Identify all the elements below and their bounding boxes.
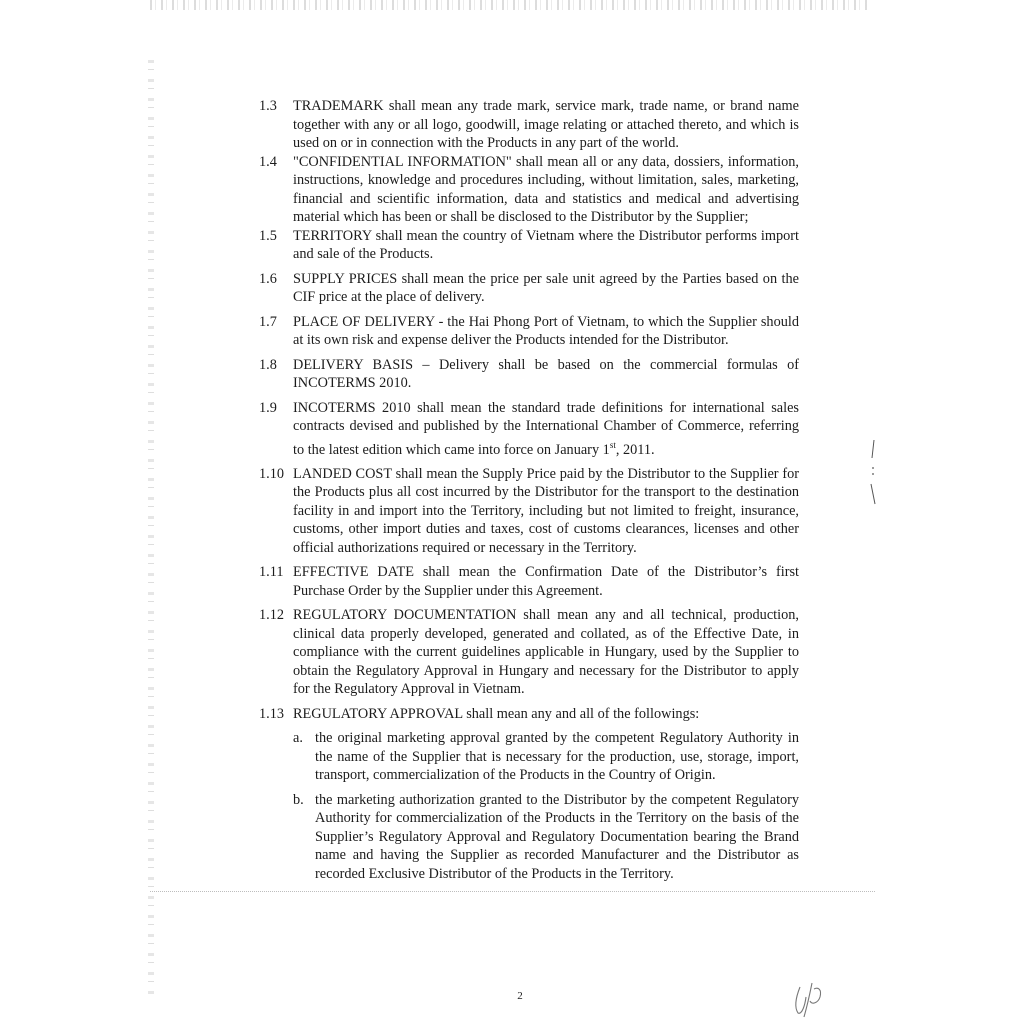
- clause-number: 1.5: [259, 227, 277, 244]
- clause-text: TERRITORY shall mean the country of Vietnam where the Distributor performs import and sale of the Products.: [293, 227, 799, 262]
- scan-artifact-line: [150, 891, 875, 892]
- clause-1-9: [259, 399, 799, 459]
- clause-text-end: , 2011.: [615, 441, 655, 458]
- clause-list: [259, 97, 799, 883]
- clause-text: DELIVERY BASIS – Delivery shall be based on the commercial formulas of INCOTERMS 2010.: [293, 356, 799, 391]
- clause-1-13: [259, 705, 799, 724]
- clause-text: SUPPLY PRICES shall mean the price per sale unit agreed by the Parties based on the CIF price at the place of delivery.: [293, 270, 799, 305]
- subclause-a: [259, 729, 799, 785]
- clause-text: "CONFIDENTIAL INFORMATION" shall mean all or any data, dossiers, information, instructions, knowledge and procedures including, without limitation, sales, marketing, financial and scientific information, data and statistics and medical and advertising material which has been or shall be disclosed to the Distributor by the Supplier;: [293, 153, 799, 225]
- clause-number: 1.9: [259, 399, 277, 416]
- clause-text: REGULATORY DOCUMENTATION shall mean any and all technical, production, clinical data properly developed, generated and collated, as of the Effective Date, in compliance with the current guidelines applicable in Hungary, used by the Supplier to obtain the Regulatory Approval in Hungary and necessary for the Distributor to apply for the Regulatory Approval in Vietnam.: [293, 607, 799, 698]
- clause-text-main: INCOTERMS 2010 shall mean the standard trade definitions for international sales contracts devised and published by the International Chamber of Commerce, referring to the latest edition which came into force on January 1: [293, 399, 799, 458]
- clause-text: TRADEMARK shall mean any trade mark, service mark, trade name, or brand name together with any or all logo, goodwill, image relating or attached thereto, and which is used on or in connection with the Products in any part of the world.: [293, 98, 799, 151]
- clause-1-11: [259, 563, 799, 600]
- subclause-text: the marketing authorization granted to the Distributor by the competent Regulatory Authority for commercialization of the Products in the Territory on the basis of the Supplier’s Regulatory Approval and Regulatory Documentation bearing the Brand name and having the Supplier as recorded Manufacturer and the Distributor as recorded Exclusive Distributor of the Products in the Territory.: [315, 791, 799, 882]
- handwritten-initials: [790, 975, 830, 1020]
- clause-text: [293, 399, 799, 459]
- clause-1-7: [259, 313, 799, 350]
- subclause-letter: a.: [293, 730, 303, 747]
- subclause-b: [259, 791, 799, 884]
- scan-artifact-top: [150, 0, 870, 10]
- clause-text: PLACE OF DELIVERY - the Hai Phong Port of Vietnam, to which the Supplier should at its own risk and expense deliver the Products intended for the Distributor.: [293, 313, 799, 348]
- clause-1-4: [259, 153, 799, 227]
- clause-text: EFFECTIVE DATE shall mean the Confirmation Date of the Distributor’s first Purchase Order by the Supplier under this Agreement.: [293, 564, 799, 599]
- clause-1-12: [259, 606, 799, 699]
- clause-number: 1.4: [259, 153, 277, 170]
- clause-number: 1.11: [259, 564, 284, 581]
- clause-number: 1.13: [259, 705, 285, 722]
- page-number: 2: [517, 990, 523, 1002]
- clause-number: 1.3: [259, 98, 277, 114]
- clause-text: REGULATORY APPROVAL shall mean any and all of the followings:: [293, 705, 700, 722]
- clause-text: LANDED COST shall mean the Supply Price paid by the Distributor to the Supplier for the Products plus all cost incurred by the Distributor for the transport to the destination facility in and import into the Territory, including but not limited to freight, insurance, customs, other import duties and taxes, cost of customs clearances, licenses and other official authorizations required or necessary in the Territory.: [293, 465, 799, 556]
- subclause-letter: b.: [293, 791, 304, 808]
- clause-1-6: [259, 270, 799, 307]
- clause-1-5: [259, 227, 799, 264]
- clause-number: 1.6: [259, 270, 277, 287]
- clause-number: 1.10: [259, 465, 285, 482]
- clause-number: 1.7: [259, 313, 277, 330]
- clause-number: 1.8: [259, 356, 277, 373]
- clause-1-8: [259, 356, 799, 393]
- ordinal-suffix: st: [609, 439, 616, 450]
- clause-1-10: [259, 465, 799, 558]
- scan-artifact-left: [148, 60, 154, 1000]
- margin-marks: [862, 436, 882, 506]
- clause-number: 1.12: [259, 607, 285, 624]
- subclause-text: the original marketing approval granted by the competent Regulatory Authority in the name of the Supplier that is necessary for the production, use, storage, import, transport, commercialization of the Products in the Country of Origin.: [315, 730, 799, 784]
- clause-1-3: [259, 97, 799, 153]
